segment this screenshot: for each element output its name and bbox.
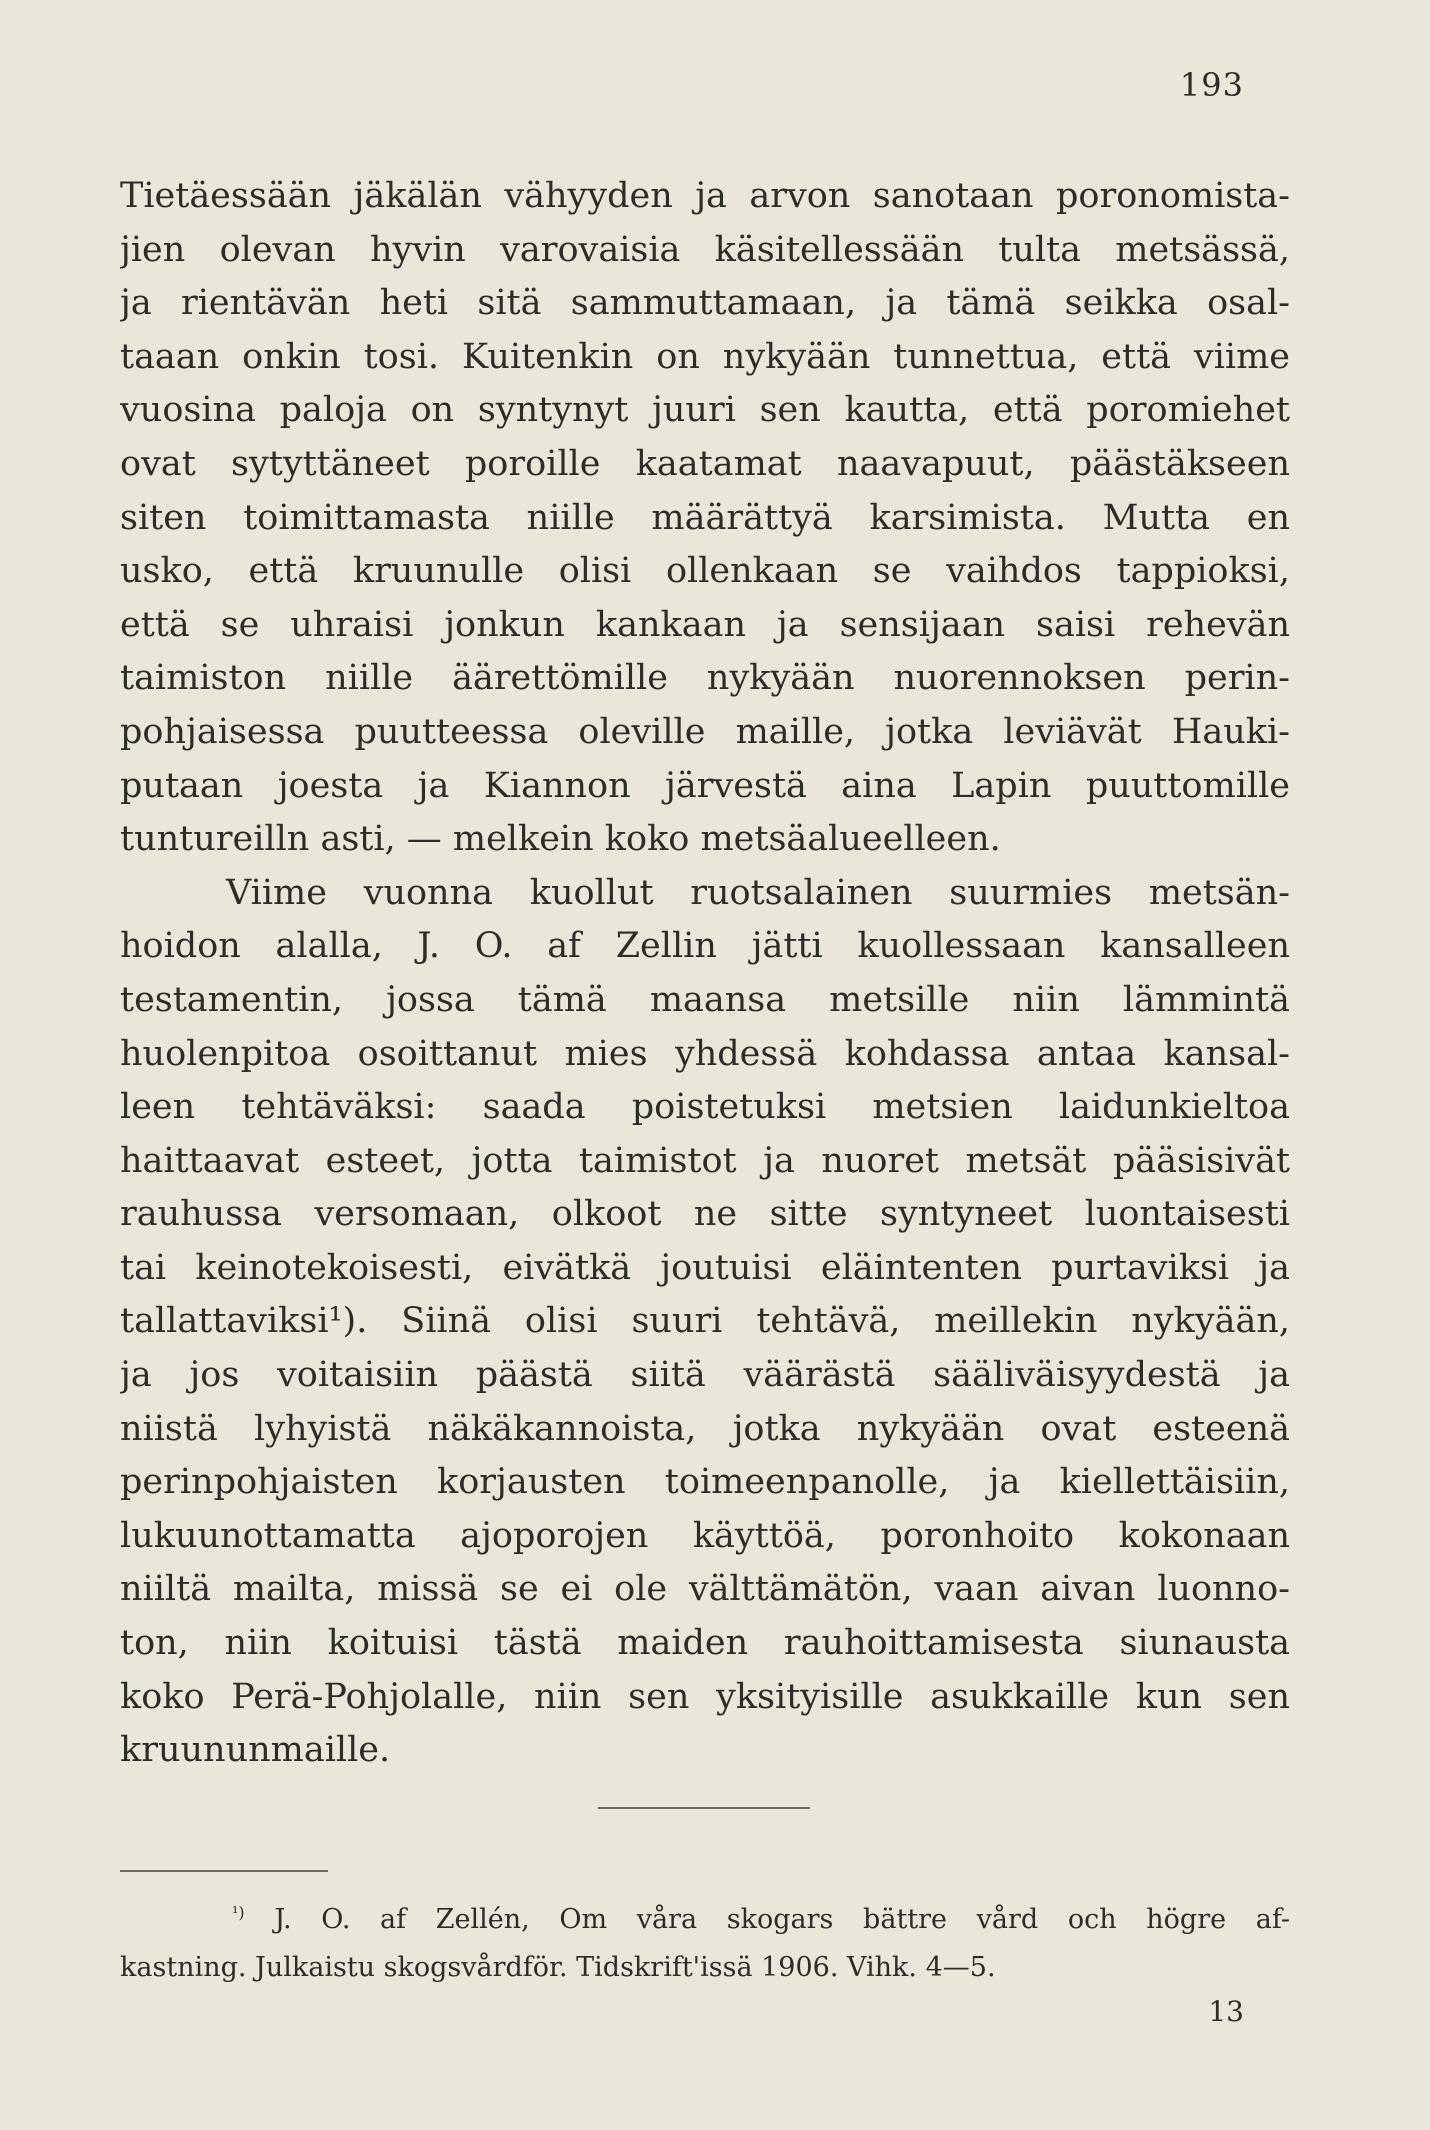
text-line: leen tehtäväksi: saada poistetuksi metsien laidunkieltoa [120, 1087, 1290, 1128]
paragraph-start-line: Viime vuonna kuollut ruotsalainen suurmies metsän- [226, 872, 1290, 913]
text-line: niiltä mailta, missä se ei ole välttämätön, vaan aivan luonno- [120, 1569, 1290, 1610]
footnote-text: J. O. af Zellén, Om våra skogars bättre vård och högre af- [274, 1904, 1290, 1935]
text-line: lukuunottamatta ajoporojen käyttöä, poronhoito kokonaan [120, 1515, 1290, 1556]
text-line: huolenpitoa osoittanut mies yhdessä kohdassa antaa kansal- [120, 1033, 1290, 1074]
text-line: koko Perä-Pohjolalle, niin sen yksityisille asukkaille kun sen [120, 1676, 1290, 1717]
footnote [120, 1896, 1290, 1992]
text-line: tuntureilln asti, — melkein koko metsäalueelleen. [120, 819, 1001, 860]
text-line: pohjaisessa puutteessa oleville maille, jotka leviävät Hauki- [120, 711, 1290, 752]
footnote-divider [120, 1870, 328, 1872]
text-line: taimiston niille äärettömille nykyään nuorennoksen perin- [120, 658, 1290, 699]
text-line: siten toimittamasta niille määrättyä karsimista. Mutta en [120, 497, 1290, 538]
signature-mark: 13 [1208, 1995, 1244, 2028]
footnote-line: kastning. Julkaistu skogsvårdför. Tidskrift'issä 1906. Vihk. 4—5. [120, 1952, 996, 1983]
text-line: usko, että kruunulle olisi ollenkaan se vaihdos tappioksi, [120, 551, 1290, 592]
footnote-marker: ¹) [232, 1903, 245, 1922]
text-line: Tietäessään jäkälän vähyyden ja arvon sanotaan poronomista- [120, 176, 1290, 216]
section-divider [598, 1807, 810, 1809]
text-line: testamentin, jossa tämä maansa metsille niin lämmintä [120, 979, 1290, 1020]
text-line: ton, niin koituisi tästä maiden rauhoittamisesta siunausta [120, 1623, 1290, 1664]
text-line: perinpohjaisten korjausten toimeenpanolle, ja kiellettäisiin, [120, 1462, 1290, 1503]
footnote-line [120, 1896, 1290, 1944]
text-line: ovat sytyttäneet poroille kaatamat naavapuut, päästäkseen [120, 443, 1290, 484]
text-line: rauhussa versomaan, olkoot ne sitte syntyneet luontaisesti [120, 1194, 1290, 1235]
text-line: että se uhraisi jonkun kankaan ja sensijaan saisi rehevän [120, 604, 1290, 645]
text-line: ja jos voitaisiin päästä siitä väärästä sääliväisyydestä ja [120, 1355, 1290, 1396]
text-line: tai keinotekoisesti, eivätkä joutuisi eläintenten purtaviksi ja [120, 1247, 1290, 1288]
body-text [120, 170, 1290, 1778]
text-line: niistä lyhyistä näkäkannoista, jotka nykyään ovat esteenä [120, 1408, 1290, 1449]
text-line: taaan onkin tosi. Kuitenkin on nykyään tunnettua, että viime [120, 336, 1290, 377]
text-line: putaan joesta ja Kiannon järvestä aina Lapin puuttomille [120, 765, 1290, 806]
text-line: jien olevan hyvin varovaisia käsitellessään tulta metsässä, [120, 229, 1290, 270]
text-line: ja rientävän heti sitä sammuttamaan, ja tämä seikka osal- [120, 283, 1290, 324]
text-line: haittaavat esteet, jotta taimistot ja nuoret metsät pääsisivät [120, 1140, 1290, 1181]
text-line: vuosina paloja on syntynyt juuri sen kautta, että poromiehet [120, 390, 1290, 431]
text-line: tallattaviksi¹). Siinä olisi suuri tehtävä, meillekin nykyään, [120, 1301, 1290, 1342]
text-line: hoidon alalla, J. O. af Zellin jätti kuollessaan kansalleen [120, 926, 1290, 967]
text-line: kruununmaille. [120, 1730, 391, 1771]
page-number: 193 [1179, 66, 1244, 104]
